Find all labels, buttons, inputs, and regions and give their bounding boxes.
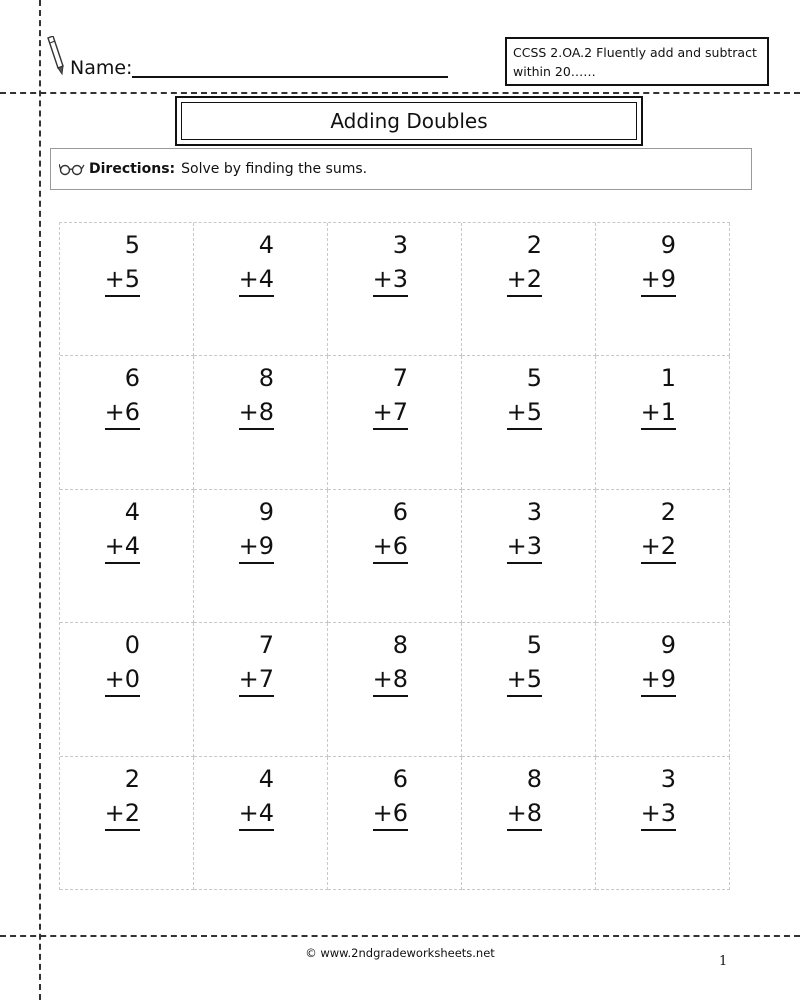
addend-top: 9 xyxy=(660,231,676,259)
problem-grid xyxy=(59,222,730,890)
addition-problem xyxy=(507,494,542,564)
addition-problem xyxy=(373,360,408,430)
title-frame xyxy=(175,96,643,146)
directions-label: Directions: xyxy=(89,161,176,177)
problem-cell[interactable] xyxy=(60,757,194,890)
addend-bottom: +8 xyxy=(373,663,408,697)
addition-problem xyxy=(507,227,542,297)
addend-top: 8 xyxy=(392,631,408,660)
addition-problem xyxy=(373,761,408,831)
addend-top: 4 xyxy=(258,231,274,259)
problem-cell[interactable] xyxy=(462,490,596,623)
problem-cell[interactable] xyxy=(462,623,596,756)
addition-problem xyxy=(641,627,676,697)
problem-cell[interactable] xyxy=(60,490,194,623)
margin-guide-bottom xyxy=(0,935,800,937)
addend-bottom: +5 xyxy=(507,663,542,697)
addend-bottom: +1 xyxy=(641,396,676,430)
addend-top: 8 xyxy=(258,364,274,393)
addition-problem xyxy=(239,227,274,297)
problem-cell[interactable] xyxy=(328,223,462,356)
problem-cell[interactable] xyxy=(596,623,730,756)
addition-problem xyxy=(105,360,140,430)
margin-guide-vertical xyxy=(39,0,41,1000)
problem-cell[interactable] xyxy=(194,356,328,489)
margin-guide-top xyxy=(0,92,800,94)
problem-cell[interactable] xyxy=(60,356,194,489)
addition-problem xyxy=(239,494,274,564)
problem-cell[interactable] xyxy=(596,757,730,890)
problem-cell[interactable] xyxy=(462,356,596,489)
addend-top: 2 xyxy=(660,497,676,526)
addend-bottom: +7 xyxy=(373,396,408,430)
addend-top: 9 xyxy=(660,631,676,660)
addend-bottom: +2 xyxy=(507,263,542,297)
addend-top: 8 xyxy=(526,764,542,793)
problem-cell[interactable] xyxy=(60,223,194,356)
addend-top: 6 xyxy=(392,497,408,526)
addition-problem xyxy=(641,761,676,831)
problem-cell[interactable] xyxy=(194,623,328,756)
addition-problem xyxy=(239,360,274,430)
addend-top: 9 xyxy=(258,497,274,526)
name-field[interactable] xyxy=(132,76,448,78)
addend-bottom: +0 xyxy=(105,663,140,697)
addend-bottom: +3 xyxy=(641,797,676,831)
addition-problem xyxy=(239,761,274,831)
addend-top: 1 xyxy=(660,364,676,393)
addend-bottom: +9 xyxy=(239,530,274,564)
pencil-icon xyxy=(44,36,68,76)
problem-cell[interactable] xyxy=(60,623,194,756)
addend-top: 3 xyxy=(392,231,408,259)
problem-cell[interactable] xyxy=(194,757,328,890)
addend-top: 2 xyxy=(526,231,542,259)
addition-problem xyxy=(373,227,408,297)
directions-text: Solve by finding the sums. xyxy=(181,161,368,177)
addend-top: 5 xyxy=(526,364,542,393)
addend-bottom: +9 xyxy=(641,663,676,697)
addend-bottom: +7 xyxy=(239,663,274,697)
addend-bottom: +3 xyxy=(507,530,542,564)
addend-top: 5 xyxy=(526,631,542,660)
problem-cell[interactable] xyxy=(596,356,730,489)
problem-cell[interactable] xyxy=(462,223,596,356)
addend-bottom: +4 xyxy=(239,263,274,297)
name-label: Name: xyxy=(70,57,133,79)
addend-top: 3 xyxy=(660,764,676,793)
addend-bottom: +5 xyxy=(507,396,542,430)
addend-top: 3 xyxy=(526,497,542,526)
problem-cell[interactable] xyxy=(194,223,328,356)
addition-problem xyxy=(373,494,408,564)
glasses-icon xyxy=(59,162,85,176)
addition-problem xyxy=(105,227,140,297)
problem-cell[interactable] xyxy=(596,223,730,356)
directions-box xyxy=(50,148,752,190)
addend-bottom: +6 xyxy=(373,797,408,831)
addend-top: 5 xyxy=(124,231,140,259)
addend-top: 7 xyxy=(392,364,408,393)
addition-problem xyxy=(507,360,542,430)
problem-cell[interactable] xyxy=(328,490,462,623)
page-title: Adding Doubles xyxy=(181,102,637,140)
addition-problem xyxy=(105,494,140,564)
problem-cell[interactable] xyxy=(462,757,596,890)
addend-top: 6 xyxy=(124,364,140,393)
addend-bottom: +4 xyxy=(239,797,274,831)
page-number: 1 xyxy=(719,954,728,969)
problem-cell[interactable] xyxy=(328,356,462,489)
addition-problem xyxy=(641,227,676,297)
standard-box: CCSS 2.OA.2 Fluently add and subtract within 20…… xyxy=(505,37,769,86)
addend-bottom: +2 xyxy=(105,797,140,831)
addend-bottom: +8 xyxy=(239,396,274,430)
addition-problem xyxy=(373,627,408,697)
addend-bottom: +3 xyxy=(373,263,408,297)
addition-problem xyxy=(641,494,676,564)
addend-bottom: +9 xyxy=(641,263,676,297)
problem-cell[interactable] xyxy=(194,490,328,623)
addend-bottom: +5 xyxy=(105,263,140,297)
addend-bottom: +4 xyxy=(105,530,140,564)
addend-top: 2 xyxy=(124,764,140,793)
addend-top: 0 xyxy=(124,631,140,660)
addend-bottom: +2 xyxy=(641,530,676,564)
addition-problem xyxy=(105,627,140,697)
addition-problem xyxy=(105,761,140,831)
addition-problem xyxy=(507,761,542,831)
addend-bottom: +6 xyxy=(105,396,140,430)
problem-cell[interactable] xyxy=(596,490,730,623)
addition-problem xyxy=(641,360,676,430)
problem-cell[interactable] xyxy=(328,623,462,756)
addend-top: 7 xyxy=(258,631,274,660)
addend-bottom: +6 xyxy=(373,530,408,564)
addend-bottom: +8 xyxy=(507,797,542,831)
addition-problem xyxy=(239,627,274,697)
addend-top: 4 xyxy=(258,764,274,793)
problem-cell[interactable] xyxy=(328,757,462,890)
addend-top: 4 xyxy=(124,497,140,526)
copyright: © www.2ndgradeworksheets.net xyxy=(305,946,495,960)
addend-top: 6 xyxy=(392,764,408,793)
addition-problem xyxy=(507,627,542,697)
